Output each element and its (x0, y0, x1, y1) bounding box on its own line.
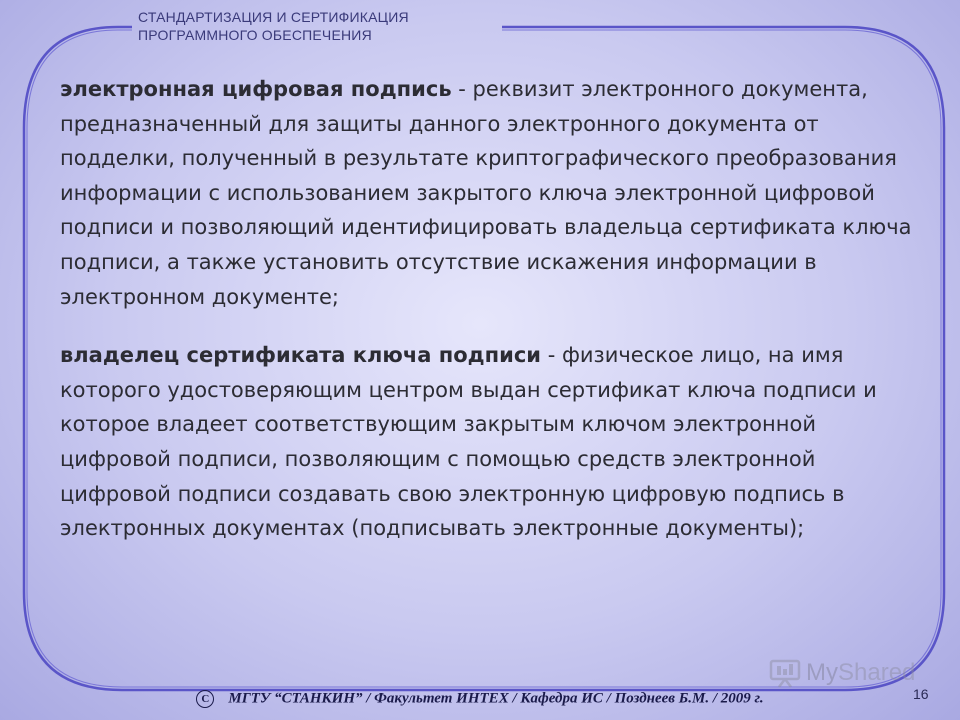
footer-text: МГТУ “СТАНКИН” / Факультет ИНТЕХ / Кафедра ИС / Позднеев Б.М. / 2009 г. (228, 690, 764, 707)
myshared-watermark (768, 658, 938, 688)
slide-header (138, 8, 498, 44)
definition-term: электронная цифровая подпись (60, 77, 452, 101)
page-number: 16 (913, 686, 929, 702)
presentation-board-icon (768, 658, 802, 688)
definition-text: - физическое лицо, на имя которого удостоверяющим центром выдан сертификат ключа подписи и которое владеет соответствующим закрытым ключом электронной цифровой подписи, позволяющим с помощью средств электронной цифровой подписи создавать свою электронную цифровую подпись в электронных документах (подписывать электронные документы); (60, 343, 877, 541)
copyright-icon: С (196, 690, 214, 708)
definition-digital-signature (60, 72, 926, 314)
definition-certificate-owner (60, 338, 926, 546)
definitions-body (60, 72, 926, 570)
definition-term: владелец сертификата ключа подписи (60, 343, 542, 368)
definition-text: - реквизит электронного документа, предназначенный для защиты данного электронного документа от подделки, полученный в результате криптографического преобразования информации с использованием закрытого ключа электронной цифровой подписи и позволяющий идентифицировать владельца сертификата ключа подписи, а также установить отсутствие искажения информации в электронном документе; (60, 77, 912, 309)
watermark-text: MyShared (806, 659, 916, 686)
slide-footer (0, 690, 960, 708)
header-line-2: ПРОГРАММНОГО ОБЕСПЕЧЕНИЯ (138, 27, 372, 43)
header-line-1: СТАНДАРТИЗАЦИЯ И СЕРТИФИКАЦИЯ (138, 9, 409, 25)
